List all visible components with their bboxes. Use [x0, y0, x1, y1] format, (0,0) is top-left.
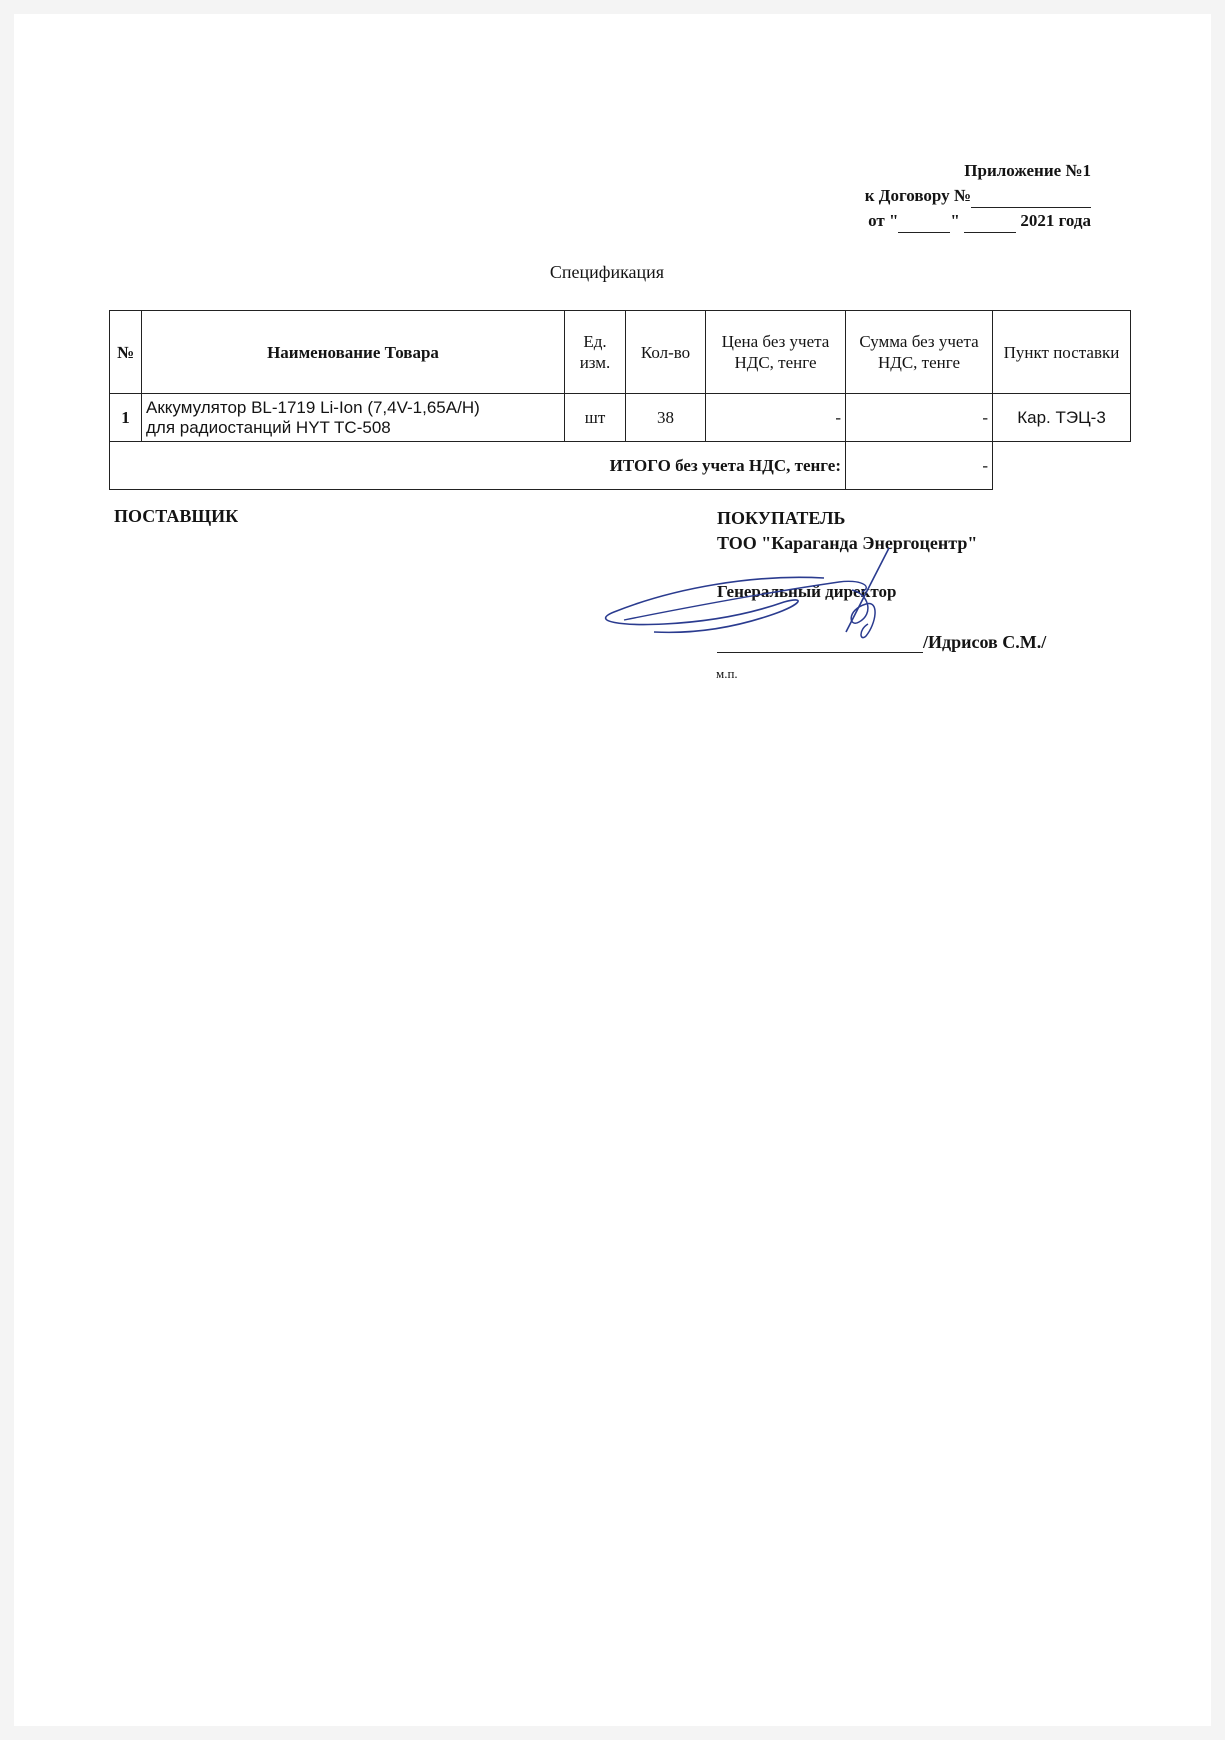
total-empty-cell [993, 442, 1131, 490]
total-label: ИТОГО без учета НДС, тенге: [110, 442, 846, 490]
contract-label: к Договору № [864, 186, 971, 205]
appendix-header [865, 158, 1091, 233]
appendix-title: Приложение №1 [964, 161, 1091, 180]
date-quote: " [950, 211, 960, 230]
item-name-line1: Аккумулятор BL-1719 Li-Ion (7,4V-1,65A/H) [146, 397, 480, 417]
contract-reference [865, 183, 1091, 208]
col-header-number: № [110, 311, 142, 394]
buyer-position: Генеральный директор [717, 582, 897, 601]
signatory-name: /Идрисов С.М./ [923, 632, 1047, 652]
row-item-name [142, 394, 565, 442]
col-header-name: Наименование Товара [142, 311, 565, 394]
supplier-label: ПОСТАВЩИК [114, 506, 239, 526]
col-header-unit: Ед. изм. [565, 311, 626, 394]
stamp-place: м.п. [716, 666, 738, 681]
col-header-sum: Сумма без учета НДС, тенге [846, 311, 993, 394]
month-blank [964, 214, 1016, 233]
col-header-delivery: Пункт поставки [993, 311, 1131, 394]
row-delivery-point: Кар. ТЭЦ-3 [993, 394, 1131, 442]
contract-number-blank [971, 189, 1091, 208]
total-row [110, 442, 1131, 490]
table-row [110, 394, 1131, 442]
total-value: - [846, 442, 993, 490]
row-number: 1 [110, 394, 142, 442]
document-title: Спецификация [549, 262, 665, 282]
buyer-company: ТОО "Караганда Энергоцентр" [717, 533, 978, 553]
contract-date [865, 208, 1091, 233]
date-prefix: от " [868, 211, 899, 230]
row-sum: - [846, 394, 993, 442]
col-header-price: Цена без учета НДС, тенге [706, 311, 846, 394]
day-blank [898, 214, 950, 233]
row-unit: шт [565, 394, 626, 442]
table-header-row [110, 311, 1131, 394]
item-name-line2: для радиостанций HYT TC-508 [146, 417, 391, 437]
row-price: - [706, 394, 846, 442]
row-qty: 38 [626, 394, 706, 442]
document-page [14, 14, 1211, 1726]
date-year: 2021 года [1020, 211, 1091, 230]
col-header-qty: Кол-во [626, 311, 706, 394]
buyer-label: ПОКУПАТЕЛЬ [717, 508, 846, 528]
handwritten-signature [584, 544, 924, 654]
specification-table [109, 310, 1131, 490]
